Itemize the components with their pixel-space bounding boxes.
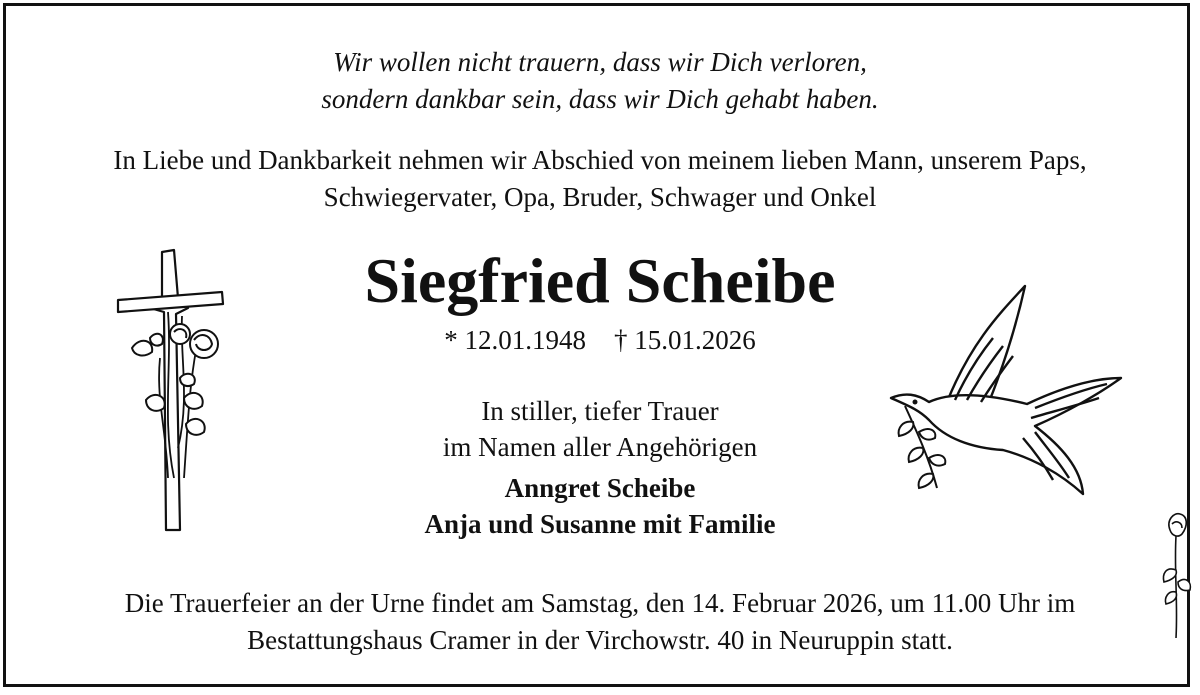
cross-with-roses-icon: [110, 248, 230, 533]
deceased-name: Siegfried Scheibe: [364, 245, 836, 316]
mourning-line-1: In stiller, tiefer Trauer: [481, 396, 719, 426]
mourning-line-2: im Namen aller Angehörigen: [442, 432, 758, 462]
motto-line-1: Wir wollen nicht trauern, dass wir Dich verloren,: [333, 47, 867, 77]
funeral-service-info: [0, 585, 1200, 659]
service-line-1: Die Trauerfeier an der Urne findet am Samstag, den 14. Februar 2026, um 11.00 Uhr im: [124, 588, 1076, 618]
death-date: † 15.01.2026: [614, 325, 756, 355]
service-line-2: Bestattungshaus Cramer in der Virchowstr. 40 in Neuruppin statt.: [247, 625, 953, 655]
intro-text: [0, 142, 1200, 216]
family-line-1: Anngret Scheibe: [504, 473, 696, 503]
rose-icon: [1158, 510, 1194, 642]
intro-line-2: Schwiegervater, Opa, Bruder, Schwager und Onkel: [323, 182, 877, 212]
dove-with-olive-branch-icon: [885, 282, 1130, 497]
motto: [0, 44, 1200, 118]
family-line-2: Anja und Susanne mit Familie: [424, 509, 776, 539]
motto-line-2: sondern dankbar sein, dass wir Dich gehabt haben.: [321, 84, 879, 114]
intro-line-1: In Liebe und Dankbarkeit nehmen wir Abschied von meinem lieben Mann, unserem Paps,: [113, 145, 1087, 175]
birth-date: * 12.01.1948: [444, 325, 586, 355]
